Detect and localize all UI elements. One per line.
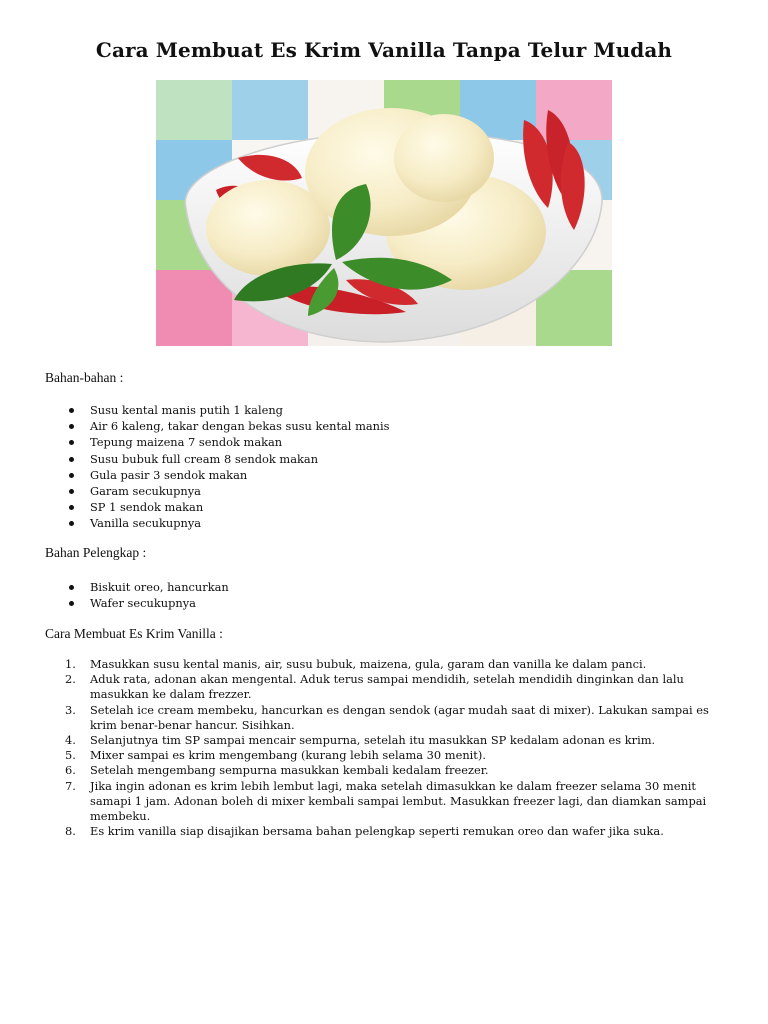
step-number: 4. (65, 733, 76, 748)
step-text: Selanjutnya tim SP sampai mencair sempurna, setelah itu masukkan SP kedalam adonan es krim. (90, 733, 656, 748)
list-item: SP 1 sendok makan (90, 499, 390, 515)
steps-list (65, 657, 725, 839)
list-item: Biskuit oreo, hancurkan (90, 580, 229, 594)
ice-cream-photo (156, 80, 612, 346)
list-item: Garam secukupnya (90, 483, 390, 499)
list-item: Susu bubuk full cream 8 sendok makan (90, 451, 390, 467)
page-title: Cara Membuat Es Krim Vanilla Tanpa Telur Mudah (95, 38, 673, 62)
step-text: Mixer sampai es krim mengembang (kurang lebih selama 30 menit). (90, 748, 486, 763)
step-number: 5. (65, 748, 76, 763)
list-item: Tepung maizena 7 sendok makan (90, 434, 390, 450)
step-number: 1. (65, 657, 76, 671)
step-item (65, 763, 725, 778)
toppings-list (90, 579, 229, 611)
step-number: 8. (65, 824, 76, 839)
step-item (65, 657, 725, 672)
list-item: Susu kental manis putih 1 kaleng (90, 402, 390, 418)
step-text: Jika ingin adonan es krim lebih lembut lagi, maka setelah dimasukkan ke dalam freezer selama 30 menit samapi 1 jam. Adonan boleh di mixer kembali sampai lembut. Masukkan freezer lagi, dan diamkan sampai membeku. (90, 778, 707, 824)
list-item: Gula pasir 3 sendok makan (90, 467, 390, 483)
step-text: Setelah ice cream membeku, hancurkan es dengan sendok (agar mudah saat di mixer). Lakukan sampai es krim benar-benar hancur. Sisihkan. (90, 702, 709, 732)
list-item: Air 6 kaleng, takar dengan bekas susu kental manis (90, 419, 390, 434)
ingredients-list (90, 402, 390, 532)
step-number: 2. (65, 672, 76, 687)
step-item (65, 703, 725, 733)
ingredients-heading: Bahan-bahan : (45, 370, 124, 385)
step-text: Masukkan susu kental manis, air, susu bubuk, maizena, gula, garam dan vanilla ke dalam panci. (90, 657, 647, 671)
step-item (65, 824, 725, 839)
step-text: Setelah mengembang sempurna masukkan kembali kedalam freezer. (90, 763, 489, 778)
list-item: Wafer secukupnya (90, 595, 229, 611)
step-number: 3. (65, 702, 76, 717)
step-item (65, 672, 725, 702)
step-number: 6. (65, 763, 76, 778)
step-item (65, 733, 725, 748)
step-item (65, 779, 725, 825)
step-item (65, 748, 725, 763)
steps-heading: Cara Membuat Es Krim Vanilla : (45, 626, 223, 641)
step-text: Aduk rata, adonan akan mengental. Aduk terus sampai mendidih, setelah mendidih dinginkan dan lalu masukkan ke dalam frezzer. (90, 672, 684, 702)
step-text: Es krim vanilla siap disajikan bersama bahan pelengkap seperti remukan oreo dan wafer jika suka. (90, 824, 664, 839)
step-number: 7. (65, 778, 76, 793)
list-item: Vanilla secukupnya (90, 515, 390, 531)
toppings-heading: Bahan Pelengkap : (45, 545, 147, 560)
